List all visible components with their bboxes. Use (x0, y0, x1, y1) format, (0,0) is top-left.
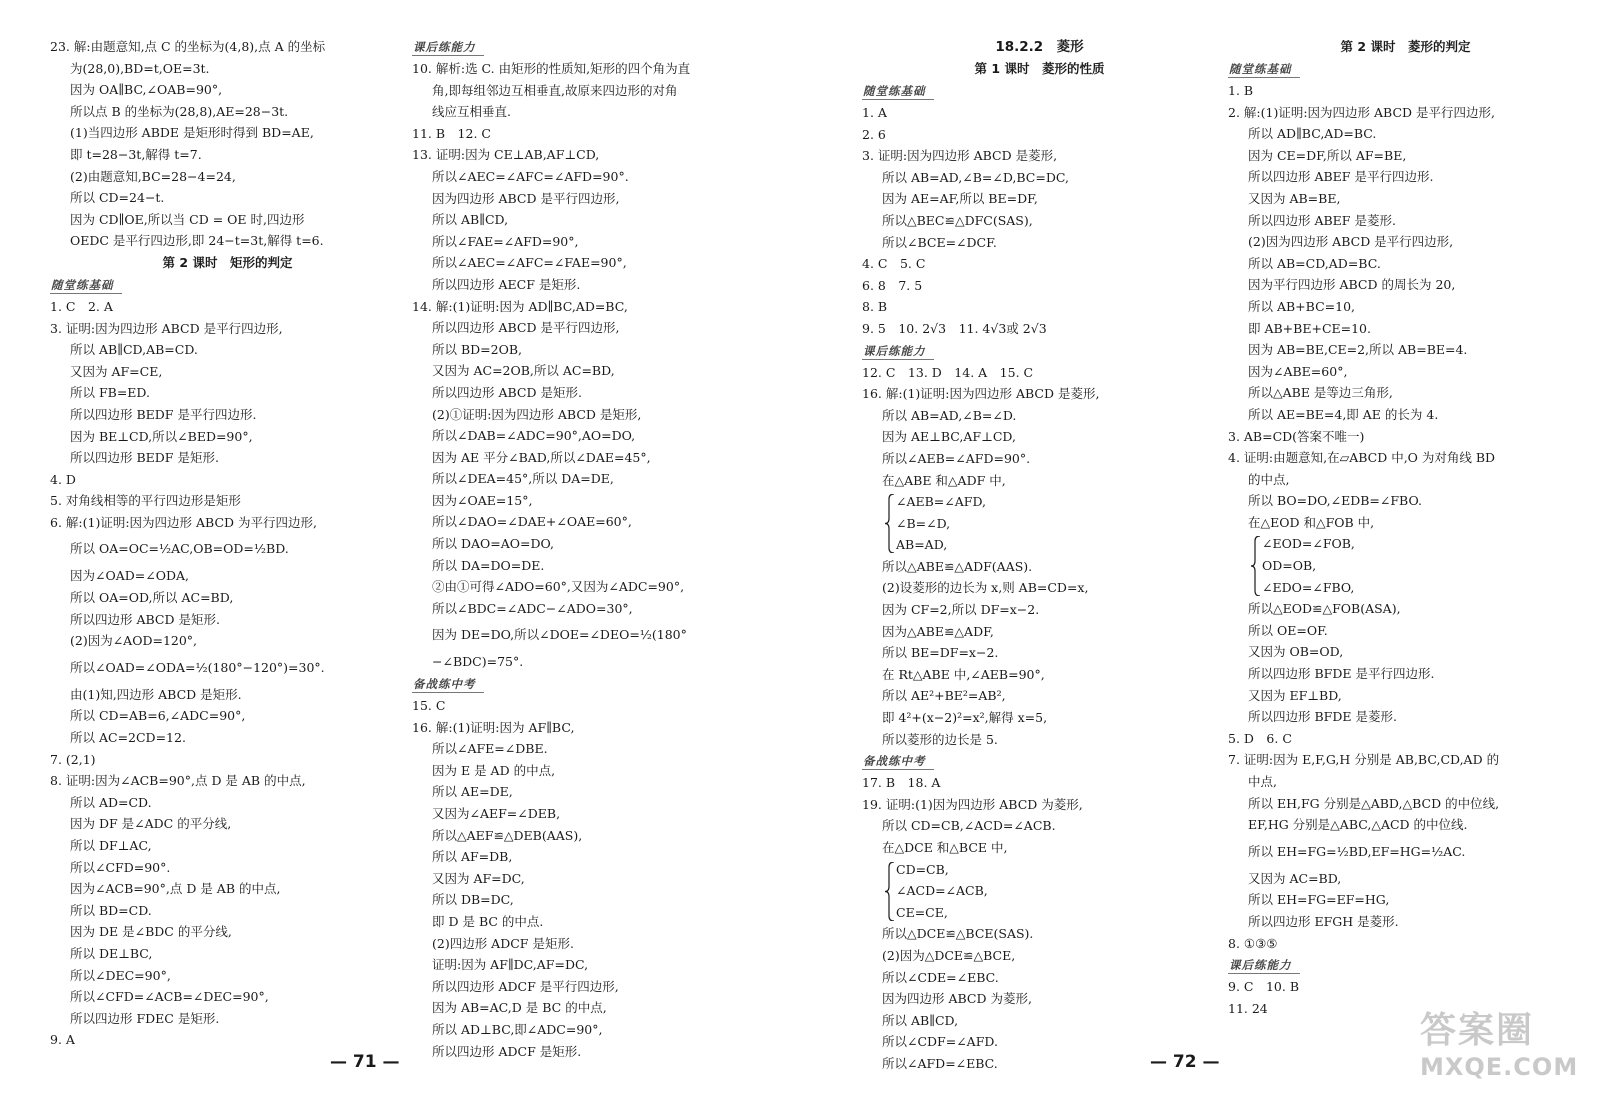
answer-line: 15. C (412, 698, 446, 714)
answer-line: 2. 解:(1)证明:因为四边形 ABCD 是平行四边形, (1228, 104, 1495, 120)
answer-line: 所以四边形 ADCF 是平行四边形, (432, 978, 619, 994)
answer-line: 又因为∠AEF=∠DEB, (432, 806, 561, 821)
section-tag: 备战练中考 (862, 753, 934, 770)
answer-line: 所以 AB=AD,∠B=∠D. (882, 407, 1017, 423)
answer-line: 1. C 2. A (50, 298, 113, 314)
answer-line: 由(1)知,四边形 ABCD 是矩形. (70, 686, 242, 702)
answer-line: (2)四边形 ADCF 是矩形. (432, 935, 574, 951)
answer-line: 因为 DE=DO,所以∠DOE=∠DEO=½(180° (432, 627, 687, 643)
answer-line: 所以四边形 ABCD 是矩形. (70, 611, 220, 627)
answer-line: (2)①证明:因为四边形 ABCD 是矩形, (432, 406, 642, 422)
answer-line: 所以四边形 ABEF 是平行四边形. (1248, 169, 1434, 185)
answer-line: CE=CE, (896, 904, 948, 920)
answer-line: OD=OB, (1262, 558, 1317, 574)
answer-line: 所以 AD⊥BC,即∠ADC=90°, (432, 1021, 603, 1037)
section-tag: 课后练能力 (1228, 957, 1300, 974)
answer-line: 所以 AE=BE=4,即 AE 的长为 4. (1248, 406, 1439, 422)
answer-line: 又因为 AB=BE, (1248, 190, 1341, 206)
answer-line: 16. 解:(1)证明:因为四边形 ABCD 是菱形, (862, 386, 1100, 402)
answer-line: 所以 DAO=AO=DO, (432, 536, 555, 552)
section-tag: 备战练中考 (412, 676, 484, 693)
answer-line: 所以∠AFE=∠DBE. (432, 741, 548, 757)
answer-line: 所以 EH=FG=EF=HG, (1248, 892, 1390, 908)
answer-line: 因为 CD∥OE,所以当 CD = OE 时,四边形 (70, 211, 305, 227)
answer-line: 8. 证明:因为∠ACB=90°,点 D 是 AB 的中点, (50, 773, 306, 789)
answer-line: 所以 AD=CD. (70, 794, 152, 810)
answer-line: ∠ACD=∠ACB, (896, 883, 988, 899)
answer-line: 12. C 13. D 14. A 15. C (862, 364, 1034, 380)
answer-line: 3. AB=CD(答案不唯一) (1228, 428, 1365, 444)
answer-line: 所以∠AFD=∠EBC. (882, 1055, 998, 1071)
answer-line: 所以四边形 AECF 是矩形. (432, 276, 581, 292)
answer-line: 所以 DF⊥AC, (70, 838, 152, 853)
answer-line: 4. 证明:由题意知,在▱ABCD 中,O 为对角线 BD (1228, 450, 1496, 466)
answer-line: 的中点, (1248, 471, 1290, 487)
answer-line: ∠AEB=∠AFD, (896, 494, 987, 510)
answer-line: 9. 5 10. 2√3 11. 4√3或 2√3 (862, 320, 1047, 336)
answer-line: 所以∠CDE=∠EBC. (882, 969, 999, 985)
answer-line: 因为 AB=AC,D 是 BC 的中点, (432, 1000, 607, 1016)
answer-line: 因为 AB=BE,CE=2,所以 AB=BE=4. (1248, 342, 1468, 358)
section-title: 18.2.2 菱形 (995, 39, 1084, 55)
answer-line: 所以△DCE≌△BCE(SAS). (882, 926, 1034, 942)
answer-line: 所以 AB∥CD, (882, 1012, 959, 1028)
answer-line: 即 AB+BE+CE=10. (1248, 320, 1371, 336)
answer-line: EF,HG 分别是△ABC,△ACD 的中位线. (1248, 817, 1468, 833)
answer-line: 所以 FB=ED. (70, 385, 150, 401)
section-tag: 课后练能力 (412, 39, 484, 56)
answer-line: 即 4²+(x−2)²=x²,解得 x=5, (882, 710, 1048, 726)
answer-line: 因为 CF=2,所以 DF=x−2. (882, 602, 1040, 618)
answer-line: 中点, (1248, 774, 1277, 789)
answer-line: 因为 DE 是∠BDC 的平分线, (70, 924, 232, 940)
answer-line: ∠EOD=∠FOB, (1262, 536, 1355, 552)
answer-line: ②由①可得∠ADO=60°,又因为∠ADC=90°, (432, 579, 685, 595)
answer-line: 所以△ABE≌△ADF(AAS). (882, 558, 1033, 574)
answer-line: 6. 解:(1)证明:因为四边形 ABCD 为平行四边形, (50, 514, 317, 530)
answer-line: 7. 证明:因为 E,F,G,H 分别是 AB,BC,CD,AD 的 (1228, 752, 1500, 768)
section-title: 第 2 课时 矩形的判定 (162, 254, 293, 270)
answer-line: 因为 OA∥BC,∠OAB=90°, (70, 82, 223, 98)
brace-icon (885, 494, 895, 553)
watermark-logo: 答案圈 (1420, 1010, 1535, 1051)
answer-line: (2)因为∠AOD=120°, (70, 633, 198, 649)
answer-line: 19. 证明:(1)因为四边形 ABCD 为菱形, (862, 796, 1083, 812)
answer-line: 在 Rt△ABE 中,∠AEB=90°, (882, 666, 1045, 682)
answer-line: 在△ABE 和△ADF 中, (882, 472, 1006, 488)
page-number-71: — 71 — (330, 1052, 400, 1072)
answer-line: 因为 AE⊥BC,AF⊥CD, (882, 429, 1016, 445)
page-72-column-left (862, 36, 1217, 1075)
answer-line: (2)设菱形的边长为 x,则 AB=CD=x, (882, 580, 1089, 596)
page-number-72: — 72 — (1150, 1052, 1220, 1072)
answer-line: 又因为 AC=2OB,所以 AC=BD, (432, 363, 615, 379)
answer-line: 17. B 18. A (862, 775, 941, 791)
answer-line: 所以 AB∥CD,AB=CD. (70, 342, 198, 358)
answer-line: 所以四边形 BEDF 是矩形. (70, 450, 219, 466)
answer-line: 所以 AE=DE, (432, 784, 513, 800)
answer-line: 所以△ABE 是等边三角形, (1248, 385, 1393, 401)
answer-line: 9. C 10. B (1228, 979, 1300, 995)
answer-line: 因为∠ABE=60°, (1248, 363, 1348, 379)
answer-line: 所以四边形 BFDE 是菱形. (1248, 709, 1397, 725)
answer-line: 又因为 EF⊥BD, (1248, 687, 1342, 703)
answer-line: 因为∠OAE=15°, (432, 492, 533, 508)
answer-line: 所以∠CFD=∠ACB=∠DEC=90°, (70, 989, 269, 1005)
answer-line: 23. 解:由题意知,点 C 的坐标为(4,8),点 A 的坐标 (50, 39, 326, 54)
answer-line: 所以∠DAB=∠ADC=90°,AO=DO, (432, 428, 636, 444)
section-title: 第 1 课时 菱形的性质 (974, 61, 1105, 76)
answer-line: 所以△AEF≌△DEB(AAS), (432, 827, 583, 843)
answer-line: 所以∠BCE=∠DCF. (882, 234, 997, 250)
answer-line: 所以四边形 EFGH 是菱形. (1248, 913, 1399, 929)
answer-line: 所以∠AEC=∠AFC=∠FAE=90°, (432, 255, 627, 271)
answer-line: 所以∠CFD=90°. (70, 859, 171, 875)
answer-line: 因为 E 是 AD 的中点, (432, 762, 556, 778)
answer-line: 所以△EOD≌△FOB(ASA), (1248, 601, 1401, 617)
answer-line: 所以∠OAD=∠ODA=½(180°−120°)=30°. (70, 659, 325, 675)
answer-line: 8. ①③⑤ (1228, 935, 1278, 951)
answer-line: 因为△ABE≌△ADF, (882, 623, 994, 639)
answer-line: 因为 AE 平分∠BAD,所以∠DAE=45°, (432, 449, 651, 465)
answer-line: 2. 6 (862, 126, 886, 142)
answer-line: 11. 24 (1228, 1000, 1268, 1016)
answer-line: 所以 AE²+BE²=AB², (882, 688, 1006, 704)
answer-line: 所以 CD=CB,∠ACD=∠ACB. (882, 818, 1056, 834)
answer-line: 又因为 AF=DC, (432, 870, 525, 886)
answer-line: 所以 AB=CD,AD=BC. (1248, 255, 1381, 271)
answer-line: 因为平行四边形 ABCD 的周长为 20, (1248, 277, 1456, 293)
answer-line: 9. A (50, 1032, 75, 1048)
answer-line: 所以∠AEB=∠AFD=90°. (882, 450, 1031, 466)
answer-line: OEDC 是平行四边形,即 24−t=3t,解得 t=6. (70, 233, 324, 249)
answer-line: 所以∠AEC=∠AFC=∠AFD=90°. (432, 168, 629, 184)
answer-line: 因为∠OAD=∠ODA, (70, 568, 189, 584)
answer-line: 所以 OA=OC=½AC,OB=OD=½BD. (70, 541, 289, 557)
answer-line: 所以 AB∥CD, (432, 212, 509, 228)
answer-line: 在△DCE 和△BCE 中, (882, 840, 1008, 855)
answer-line: 又因为 AC=BD, (1248, 870, 1342, 886)
answer-line: 又因为 AF=CE, (70, 363, 163, 379)
answer-line: 即 D 是 BC 的中点. (432, 913, 544, 929)
answer-line: 因为∠ACB=90°,点 D 是 AB 的中点, (70, 881, 281, 897)
answer-line: ∠B=∠D, (896, 515, 951, 531)
answer-line: ∠EDO=∠FBO, (1262, 579, 1355, 595)
answer-line: (2)因为四边形 ABCD 是平行四边形, (1248, 234, 1454, 250)
page-71-column-right (412, 36, 797, 1062)
answer-line: 所以 CD=AB=6,∠ADC=90°, (70, 708, 246, 724)
section-tag-row (862, 340, 1217, 362)
answer-line: 1. B (1228, 83, 1254, 98)
answer-line: 所以∠CDF=∠AFD. (882, 1034, 998, 1050)
answer-line: (1)当四边形 ABDE 是矩形时得到 BD=AE, (70, 125, 314, 141)
answer-line: 所以 AD∥BC,AD=BC. (1248, 126, 1377, 142)
answer-line: 所以 AB+BC=10, (1248, 298, 1355, 314)
watermark (1420, 1002, 1580, 1102)
answer-line: (2)因为△DCE≌△BCE, (882, 947, 1016, 963)
answer-line: 13. 证明:因为 CE⊥AB,AF⊥CD, (412, 147, 600, 163)
answer-line: 所以 AC=2CD=12. (70, 730, 186, 746)
answer-line: 所以∠DEC=90°, (70, 967, 171, 983)
answer-line: 为(28,0),BD=t,OE=3t. (70, 60, 210, 76)
answer-line: 11. B 12. C (412, 125, 491, 141)
answer-line: 角,即每组邻边互相垂直,故原来四边形的对角 (432, 82, 678, 98)
section-title: 第 2 课时 菱形的判定 (1340, 39, 1471, 54)
page-71-column-left (50, 36, 405, 1051)
section-tag: 随堂练基础 (1228, 61, 1300, 78)
answer-line: 所以△BEC≌△DFC(SAS), (882, 212, 1033, 228)
answer-line: 所以∠BDC=∠ADC−∠ADO=30°, (432, 600, 633, 616)
answer-line: 所以 BO=DO,∠EDB=∠FBO. (1248, 493, 1422, 509)
answer-line: 因为四边形 ABCD 为菱形, (882, 991, 1032, 1007)
answer-line: 7. (2,1) (50, 751, 96, 767)
answer-line: 所以 BD=CD. (70, 902, 152, 918)
answer-line: (2)由题意知,BC=28−4=24, (70, 168, 236, 184)
answer-line: 因为 DF 是∠ADC 的平分线, (70, 816, 232, 832)
answer-line: −∠BDC)=75°. (432, 654, 524, 670)
answer-line: 1. A (862, 105, 887, 120)
answer-line: 所以 CD=24−t. (70, 190, 165, 206)
section-tag-row (412, 36, 797, 58)
section-tag-row (1228, 58, 1583, 80)
section-tag-row (862, 750, 1217, 772)
answer-line: 所以四边形 ABCD 是矩形. (432, 384, 582, 400)
answer-line: 所以∠FAE=∠AFD=90°, (432, 233, 579, 249)
answer-line: 因为 AE=AF,所以 BE=DF, (882, 191, 1038, 207)
answer-line: 4. D (50, 471, 76, 487)
answer-line: 3. 证明:因为四边形 ABCD 是菱形, (862, 148, 1058, 164)
answer-line: 因为 BE⊥CD,所以∠BED=90°, (70, 428, 253, 444)
answer-line: 5. 对角线相等的平行四边形是矩形 (50, 493, 241, 509)
answer-line: 所以 OE=OF. (1248, 622, 1328, 638)
answer-line: CD=CB, (896, 861, 949, 877)
answer-line: 即 t=28−3t,解得 t=7. (70, 146, 202, 162)
answer-line: 所以 EH,FG 分别是△ABD,△BCD 的中位线, (1248, 795, 1500, 811)
answer-line: 所以 DA=DO=DE. (432, 557, 545, 573)
answer-line: 3. 证明:因为四边形 ABCD 是平行四边形, (50, 320, 283, 336)
answer-line: 所以∠DEA=45°,所以 DA=DE, (432, 471, 614, 487)
answer-line: 所以 BD=2OB, (432, 341, 523, 357)
answer-line: 又因为 OB=OD, (1248, 644, 1344, 660)
answer-line: 所以 OA=OD,所以 AC=BD, (70, 590, 234, 606)
answer-line: 所以 AF=DB, (432, 849, 513, 865)
answer-line: 因为 CE=DF,所以 AF=BE, (1248, 147, 1407, 163)
answer-line: 线应互相垂直. (432, 104, 511, 120)
answer-line: 在△EOD 和△FOB 中, (1248, 514, 1375, 530)
answer-line: 证明:因为 AF∥DC,AF=DC, (432, 957, 589, 973)
answer-line: 6. 8 7. 5 (862, 277, 923, 293)
answer-line: 所以四边形 ADCF 是矩形. (432, 1043, 582, 1059)
answer-line: 所以 BE=DF=x−2. (882, 645, 999, 661)
brace-icon (885, 862, 895, 921)
answer-line: 因为四边形 ABCD 是平行四边形, (432, 190, 620, 206)
answer-line: 16. 解:(1)证明:因为 AF∥BC, (412, 719, 575, 735)
answer-line: 所以四边形 BFDE 是平行四边形. (1248, 666, 1435, 682)
section-tag-row (1228, 954, 1583, 976)
answer-line: 所以四边形 BEDF 是平行四边形. (70, 406, 257, 422)
answer-line: 4. C 5. C (862, 256, 926, 272)
answer-line: 10. 解析:选 C. 由矩形的性质知,矩形的四个角为直 (412, 61, 691, 76)
section-tag: 随堂练基础 (50, 277, 122, 294)
answer-line: AB=AD, (896, 537, 948, 553)
section-tag-row (412, 673, 797, 695)
answer-line: 14. 解:(1)证明:因为 AD∥BC,AD=BC, (412, 298, 628, 314)
answer-line: 所以 AB=AD,∠B=∠D,BC=DC, (882, 169, 1069, 185)
watermark-url: MXQE.COM (1420, 1053, 1579, 1081)
section-tag: 随堂练基础 (862, 83, 934, 100)
answer-line: 5. D 6. C (1228, 730, 1292, 746)
answer-line: 所以 DB=DC, (432, 892, 514, 908)
answer-line: 所以菱形的边长是 5. (882, 731, 998, 747)
brace-icon (1251, 536, 1261, 596)
answer-line: 所以 EH=FG=½BD,EF=HG=½AC. (1248, 843, 1466, 859)
answer-line: 所以四边形 FDEC 是矩形. (70, 1010, 220, 1026)
section-tag-row (862, 80, 1217, 102)
answer-line: 所以点 B 的坐标为(28,8),AE=28−3t. (70, 103, 289, 119)
section-tag: 课后练能力 (862, 343, 934, 360)
answer-line: 所以∠DAO=∠DAE+∠OAE=60°, (432, 514, 632, 530)
answer-line: 8. B (862, 299, 888, 315)
page-72-column-right (1228, 36, 1583, 1019)
answer-line: 所以四边形 ABEF 是菱形. (1248, 212, 1396, 228)
answer-line: 所以 DE⊥BC, (70, 945, 153, 961)
section-tag-row (50, 274, 405, 296)
answer-line: 所以四边形 ABCD 是平行四边形, (432, 320, 620, 336)
